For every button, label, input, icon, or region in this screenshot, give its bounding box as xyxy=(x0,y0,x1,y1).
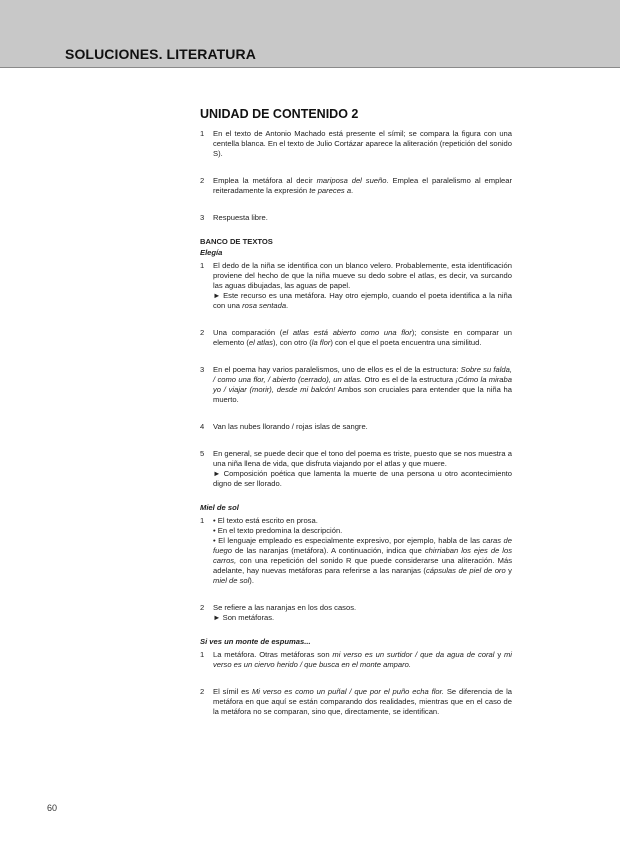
arrow-note: ► Composición poética que lamenta la muerte de una persona u otro acontecimiento digno de ser llorado. xyxy=(213,469,512,488)
item-number: 5 xyxy=(200,449,205,458)
item-number: 3 xyxy=(200,365,205,374)
italic-run: mi verso es un surtidor / que da agua de coral xyxy=(332,650,495,659)
arrow-note: ► Son metáforas. xyxy=(213,613,275,622)
text-run: Se diferencia de la metáfora en que aquí se están comparando dos realidades, mientras que en el caso de la metáfora no se comparan, sino que, directamente, se identifican. xyxy=(213,687,512,716)
list-item xyxy=(200,176,512,196)
item-text xyxy=(213,365,512,405)
text-run: ). xyxy=(249,576,254,585)
item-text xyxy=(213,603,512,623)
list-item xyxy=(200,261,512,311)
italic-run: te pareces a xyxy=(309,186,352,195)
item-number: 1 xyxy=(200,516,205,525)
header-rule xyxy=(0,67,620,68)
text-title-elegia: Elegía xyxy=(200,248,223,257)
text-run: El símil es xyxy=(213,687,252,696)
list-item xyxy=(200,328,512,348)
section-label: BANCO DE TEXTOS xyxy=(200,237,273,246)
item-text: En el texto de Antonio Machado está presente el símil; se compara la figura con una centella blanca. En el texto de Julio Cortázar aparece la aliteración (repetición del sonido S). xyxy=(213,129,512,158)
text-run: ); consiste en comparar un elemento ( xyxy=(213,328,513,347)
item-text xyxy=(213,650,512,670)
italic-run: mi verso es un ciervo herido / que busca en el monte amparo. xyxy=(213,650,512,669)
list-item xyxy=(200,449,512,489)
italic-run: caras de fuego xyxy=(213,536,512,555)
page-header-title: SOLUCIONES. LITERATURA xyxy=(65,46,256,62)
item-text: Respuesta libre. xyxy=(213,213,268,222)
bullet-point: • En el texto predomina la descripción. xyxy=(213,526,343,535)
text-run: y xyxy=(494,650,504,659)
text-run: . Emplea el paralelismo al emplear reiteradamente la expresión xyxy=(213,176,512,195)
italic-run: miel de sol xyxy=(213,576,250,585)
bullet-point xyxy=(213,536,512,586)
list-item xyxy=(200,213,512,223)
paragraph: Se refiere a las naranjas en los dos casos. xyxy=(213,603,357,612)
item-text xyxy=(213,261,512,311)
italic-run: ¡Cómo la miraba yo / viajar (morir), desde mi balcón! xyxy=(213,375,512,394)
item-number: 2 xyxy=(200,176,205,185)
item-text xyxy=(213,328,512,348)
item-text: Van las nubes llorando / rojas islas de sangre. xyxy=(213,422,368,431)
text-title-espumas: Si ves un monte de espumas... xyxy=(200,637,311,646)
paragraph: En general, se puede decir que el tono del poema es triste, puesto que se nos muestra a una niña llena de vida, que disfruta viajando por el atlas y que muere. xyxy=(213,449,512,468)
item-number: 3 xyxy=(200,213,205,222)
italic-run: rosa sentada xyxy=(242,301,287,310)
list-item xyxy=(200,365,512,405)
item-number: 1 xyxy=(200,129,205,138)
text-run: La metáfora. Otras metáforas son xyxy=(213,650,333,659)
text-run: En el poema hay varios paralelismos, uno de ellos es el de la estructura: xyxy=(213,365,461,374)
item-number: 1 xyxy=(200,261,205,270)
item-number: 2 xyxy=(200,603,205,612)
text-run: ► Este recurso es una metáfora. Hay otro ejemplo, cuando el poeta identifica a la niña con una xyxy=(213,291,512,310)
text-run: ) con el que el poeta encuentra una similitud. xyxy=(330,338,482,347)
item-text xyxy=(213,516,512,586)
italic-run: la flor xyxy=(311,338,331,347)
page-number: 60 xyxy=(47,803,58,813)
item-number: 4 xyxy=(200,422,205,431)
item-text xyxy=(213,687,512,717)
bullet-point: • El texto está escrito en prosa. xyxy=(213,516,318,525)
text-run: . xyxy=(351,186,354,195)
list-item xyxy=(200,129,512,159)
italic-run: Mi verso es como un puñal / que por el puño echa flor. xyxy=(251,687,444,696)
text-run: ), con otro ( xyxy=(272,338,312,347)
unit-title: UNIDAD DE CONTENIDO 2 xyxy=(200,107,359,121)
italic-run: el atlas está abierto como una flor xyxy=(282,328,412,337)
italic-run: mariposa del sueño xyxy=(316,176,387,185)
text-run: Una comparación ( xyxy=(213,328,283,337)
text-run: con una repetición del sonido R que puede considerarse una aliteración. Más adelante, hay nuevas metáforas para referirse a las naranjas ( xyxy=(213,556,512,575)
list-item xyxy=(200,422,512,432)
text-run: y xyxy=(505,566,512,575)
text-run: • El lenguaje empleado es especialmente expresivo, por ejemplo, habla de las xyxy=(213,536,483,545)
list-item xyxy=(200,687,512,717)
italic-run: Sobre su falda, / como una flor, / abierto (cerrado), un atlas. xyxy=(213,365,512,384)
item-text xyxy=(213,449,512,489)
list-item xyxy=(200,603,512,623)
content-column xyxy=(200,107,512,734)
arrow-note xyxy=(213,291,512,311)
italic-run: cápsulas de piel de oro xyxy=(425,566,506,575)
item-text xyxy=(213,176,512,196)
item-number: 2 xyxy=(200,328,205,337)
italic-run: el atlas xyxy=(248,338,273,347)
text-title-miel: Miel de sol xyxy=(200,503,239,512)
italic-run: chirriaban los ejes de los carros, xyxy=(213,546,512,565)
item-number: 1 xyxy=(200,650,205,659)
list-item xyxy=(200,650,512,670)
paragraph: El dedo de la niña se identifica con un blanco velero. Probablemente, esta identificación proviene del hecho de que la niña mueve su dedo sobre el atlas, es decir, va surcando las aguas dibujadas, las aguas de papel. xyxy=(213,261,512,290)
text-run: Emplea la metáfora al decir xyxy=(213,176,317,185)
text-run: Otro es el de la estructura xyxy=(362,375,456,384)
list-item xyxy=(200,516,512,586)
text-run: de las naranjas (metáfora). A continuación, indica que xyxy=(232,546,425,555)
text-run: . xyxy=(286,301,289,310)
item-number: 2 xyxy=(200,687,205,696)
text-run: Ambos son cruciales para entender que la niña ha muerto. xyxy=(213,385,512,404)
